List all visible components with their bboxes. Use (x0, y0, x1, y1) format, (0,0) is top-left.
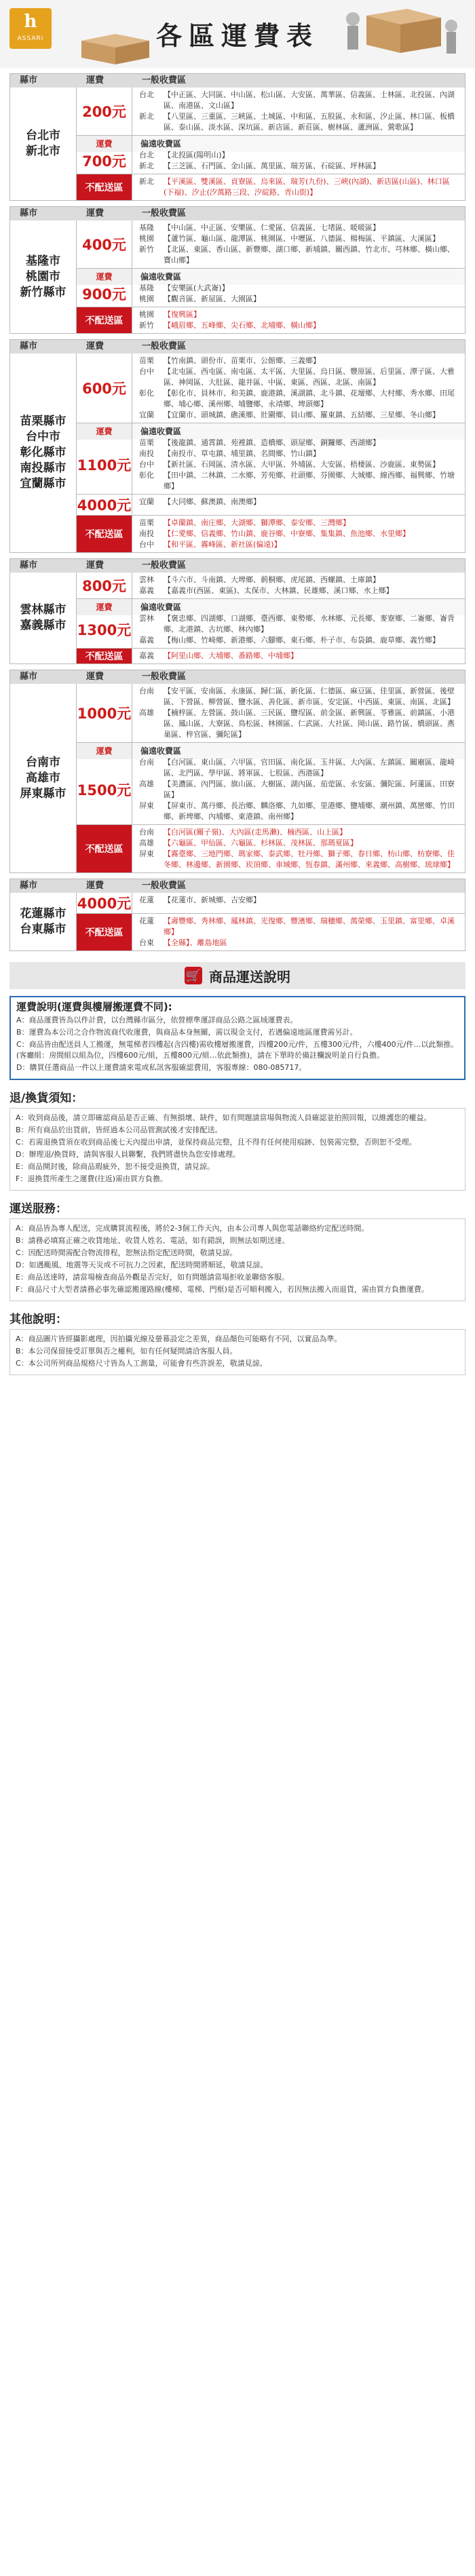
area-city: 新竹 (139, 321, 154, 330)
county-header: 縣市 (20, 672, 38, 682)
fee-header: 運費 (86, 672, 104, 682)
info-item: A：商品圖片皆經攝影處理，因拍攝光線及螢幕設定之差異，商品顏色可能略有不同，以實品為準。 (16, 1334, 342, 1343)
area-districts: 【平溪區、雙溪區、貢寮區、烏來區、瑞芳(九份)、三峽(內湖)、新店區(山區)、林口區(下福)、汐止(汐萬路三段、汐碇路、青山街)】 (164, 177, 450, 197)
sub-fee-header: 運費 (77, 269, 132, 285)
info-item: D：辦理退/換貨時，請與客服人員聯繫，我們將盡快為您安排處理。 (16, 1150, 241, 1159)
info-item: D：如遇颱風、地震等天災或不可抗力之因素，配送時間將順延，敬請見諒。 (16, 1261, 268, 1269)
sub-fee-header: 運費 (77, 599, 132, 615)
no-delivery-row (77, 174, 465, 200)
page-title: 各區運費表 (155, 21, 319, 51)
region-table (10, 670, 466, 873)
cart-icon: 🛒 (185, 967, 202, 984)
region-tables (0, 73, 475, 951)
area-list (132, 353, 465, 423)
area-city: 台中 (139, 540, 154, 549)
sub-fee-header: 運費 (77, 423, 132, 440)
fee-row (77, 755, 465, 825)
area-districts: 【白河區、東山區、六甲區、官田區、南化區、玉井區、大內區、左鎮區、關廟區、龍崎區、北門區、學甲區、將軍區、七股區、西港區】 (164, 758, 455, 777)
area-districts: 【花蓮市、新城鄉、吉安鄉】 (164, 896, 261, 904)
area-list (132, 174, 465, 200)
logo-mark: h (24, 12, 37, 32)
fee-row (77, 573, 465, 599)
area-districts: 【田中鎮、二林鎮、二水鄉、芳苑鄉、社頭鄉、芬園鄉、大城鄉、線西鄉、福興鄉、竹塘鄉】 (164, 471, 455, 491)
area-districts: 【楠梓區、左營區、鼓山區、三民區、鹽埕區、前金區、新興區、苓雅區、前鎮區、小港區、鳳山區、大寮區、鳥松區、林園區、仁武區、大社區、岡山區、路竹區、橋頭區、燕巢區、梓官區、彌陀區】 (164, 708, 455, 739)
zone-header: 一般收費區 (142, 560, 187, 571)
area-districts: 【褒忠鄉、四湖鄉、口湖鄉、臺西鄉、東勢鄉、水林鄉、元長鄉、麥寮鄉、二崙鄉、崙背鄉、北港鎮、古坑鄉、林內鄉】 (164, 614, 455, 634)
fee-amount: 1500元 (77, 755, 132, 824)
area-line (139, 801, 459, 822)
area-city: 高雄 (139, 780, 154, 788)
remote-zone-subheader (77, 136, 465, 148)
area-line (139, 90, 459, 111)
fee-amount: 200元 (77, 88, 132, 135)
area-districts: 【南投市、草屯鎮、埔里鎮、名間鄉、竹山鎮】 (164, 449, 320, 458)
region-table (10, 73, 466, 201)
area-line (139, 895, 459, 906)
area-list (132, 914, 465, 950)
no-delivery-badge: 不配送區 (77, 649, 132, 664)
zone-header: 一般收費區 (142, 75, 187, 85)
fee-row (77, 281, 465, 307)
region-header (10, 207, 465, 220)
area-line (139, 438, 459, 448)
area-line (139, 244, 459, 266)
area-line (139, 410, 459, 421)
fee-row (77, 436, 465, 495)
fee-amount: 900元 (77, 281, 132, 307)
area-city: 屏東 (139, 801, 154, 810)
region-header (10, 74, 465, 88)
area-districts: 【美濃區、內門區、旗山區、大樹區、湖內區、茄萣區、永安區、彌陀區、阿蓮區、田寮區】 (164, 780, 455, 799)
area-line (139, 233, 459, 244)
info-item: F：退換貨所產生之運費(往返)需由買方負擔。 (16, 1174, 168, 1183)
area-line (139, 309, 459, 320)
no-delivery-row (77, 914, 465, 950)
area-list (132, 684, 465, 742)
fee-amount: 600元 (77, 353, 132, 423)
area-line (139, 388, 459, 410)
no-delivery-row (77, 825, 465, 872)
region-header (10, 340, 465, 353)
area-line (139, 539, 459, 550)
fee-row (77, 148, 465, 174)
info-item: B：所有商品於出貨前，皆經過本公司品管測試後才安排配送。 (16, 1126, 223, 1134)
area-districts: 【安平區、安南區、永康區、歸仁區、新化區、仁德區、麻豆區、佳里區、新營區、後壁區、下營區、柳營區、鹽水區、善化區、新市區、安定區、中西區、東區、南區、北區】 (164, 687, 455, 706)
area-districts: 【壽豐鄉、秀林鄉、鳳林鎮、光復鄉、豐濱鄉、瑞穗鄉、萬榮鄉、玉里鎮、富里鄉、卓溪鄉】 (164, 917, 455, 936)
area-districts: 【六龜區、甲仙區、六龜區、杉林區、茂林區、那瑪夏區】 (164, 839, 358, 847)
info-item: A：商品運費皆為以件計費，以台灣縣市區分，依營標準運詳商品公路之區域運費表。 (16, 1016, 298, 1024)
section-title: 商品運送說明 (209, 968, 290, 985)
zone-header: 一般收費區 (142, 881, 187, 891)
area-line (139, 827, 459, 838)
sub-zone-header: 偏遠收費區 (132, 599, 465, 615)
area-city: 彰化 (139, 389, 154, 398)
product-description-header (10, 962, 466, 989)
area-line (139, 779, 459, 801)
fee-row (77, 684, 465, 743)
area-city: 台中 (139, 460, 154, 469)
area-districts: 【峨眉鄉、五峰鄉、尖石鄉、北埔鄉、橫山鄉】 (164, 321, 320, 330)
region-table (10, 206, 466, 334)
area-line (139, 294, 459, 305)
region-county-label: 苗栗縣市 台中市 彰化縣市 南投縣市 宜蘭縣市 (10, 353, 77, 552)
area-city: 苗栗 (139, 518, 154, 527)
area-districts: 【安樂區(大武崙)】 (164, 284, 229, 292)
area-line (139, 635, 459, 646)
info-item: E：商品送達時，請當場檢查商品外觀是否完好，如有問題請當場拒收並聯絡客服。 (16, 1273, 289, 1282)
fee-row (77, 893, 465, 914)
area-line (139, 176, 459, 198)
area-districts: 【觀音區、新屋區、大園區】 (164, 294, 261, 303)
area-city: 新北 (139, 177, 154, 186)
area-districts: 【卓蘭鎮、南庄鄉、大湖鄉、獅潭鄉、泰安鄉、三灣鄉】 (164, 518, 350, 527)
shipping-fee-box (10, 996, 466, 1080)
footer-space (0, 1375, 475, 1389)
area-line (139, 708, 459, 740)
other-box (10, 1329, 466, 1375)
area-city: 台東 (139, 938, 154, 947)
area-city: 雲林 (139, 614, 154, 623)
remote-zone-subheader (77, 599, 465, 611)
area-line (139, 366, 459, 388)
area-districts: 【霧臺鄉、三地門鄉、瑪家鄉、泰武鄉、牡丹鄉、獅子鄉、春日鄉、枋山鄉、枋寮鄉、佳冬鄉、林邊鄉、新園鄉、崁頂鄉、車城鄉、恆春鎮、滿州鄉、來義鄉、高樹鄉、琉球鄉】 (164, 849, 455, 869)
county-header: 縣市 (20, 560, 38, 571)
area-districts: 【和平區、霧峰區、新社區(偏遠)】 (164, 540, 282, 549)
fee-header: 運費 (86, 560, 104, 571)
area-city: 台北 (139, 151, 154, 159)
area-list (132, 436, 465, 494)
area-districts: 【蘆竹區、龜山區、龍潭區、桃園區、中壢區、八德區、楊梅區、平鎮區、大溪區】 (164, 234, 440, 243)
region-county-label: 基隆市 桃園市 新竹縣市 (10, 220, 77, 333)
no-delivery-badge: 不配送區 (77, 825, 132, 872)
area-list (132, 755, 465, 824)
area-districts: 【宜蘭市、頭城鎮、礁溪鄉、壯圍鄉、員山鄉、羅東鎮、五結鄉、三星鄉、冬山鄉】 (164, 410, 440, 419)
area-city: 新北 (139, 161, 154, 170)
shipping-fee-title: 運費說明(運費與樓層搬運費不同): (16, 1001, 172, 1013)
area-list (132, 307, 465, 333)
region-table (10, 558, 466, 664)
area-line (139, 613, 459, 635)
return-box (10, 1108, 466, 1191)
delivery-title: 運送服務： (10, 1202, 67, 1216)
area-line (139, 111, 459, 133)
info-item: F：商品尺寸大型者請務必事先確認搬運路線(樓梯、電梯、門框)是否可順利搬入，若因無法搬入而退貨，需由買方負擔運費。 (16, 1285, 429, 1294)
logo-text: ASSARI (17, 35, 44, 42)
area-line (139, 518, 459, 528)
area-line (139, 150, 459, 161)
area-city: 新竹 (139, 245, 154, 254)
area-districts: 【屏東市、萬丹鄉、長治鄉、麟洛鄉、九如鄉、里港鄉、鹽埔鄉、潮州鎮、萬巒鄉、竹田鄉、新埤鄉、內埔鄉、東港鎮、南州鄉】 (164, 801, 455, 821)
region-county-label: 雲林縣市 嘉義縣市 (10, 573, 77, 664)
area-line (139, 448, 459, 459)
area-city: 苗栗 (139, 438, 154, 447)
area-districts: 【斗六市、斗南鎮、大埤鄉、莿桐鄉、虎尾鎮、西螺鎮、土庫鎮】 (164, 575, 380, 584)
area-city: 南投 (139, 529, 154, 538)
fee-amount: 700元 (77, 148, 132, 174)
region-county-label: 台南市 高雄市 屏東縣市 (10, 684, 77, 872)
area-line (139, 470, 459, 492)
area-list (132, 893, 465, 913)
no-delivery-row (77, 307, 465, 333)
info-item: C：本公司所列商品規格尺寸皆為人工測量，可能會有些許誤差，敬請見諒。 (16, 1359, 267, 1368)
area-districts: 【大同鄉、蘇澳鎮、南澳鄉】 (164, 497, 261, 506)
area-list (132, 281, 465, 307)
area-line (139, 459, 459, 470)
area-city: 台南 (139, 758, 154, 767)
fee-row (77, 88, 465, 136)
area-list (132, 220, 465, 268)
shipping-fee-list (16, 1015, 459, 1073)
area-districts: 【梅山鄉、竹崎鄉、新港鄉、六腳鄉、東石鄉、朴子市、布袋鎮、鹿草鄉、義竹鄉】 (164, 636, 440, 645)
area-districts: 【阿里山鄉、大埔鄉、番路鄉、中埔鄉】 (164, 651, 298, 660)
region-table (10, 879, 466, 951)
area-city: 苗栗 (139, 356, 154, 365)
area-list (132, 573, 465, 598)
county-header: 縣市 (20, 75, 38, 85)
area-districts: 【後龍鎮、通霄鎮、苑裡鎮、造橋鄉、頭屋鄉、銅鑼鄉、西湖鄉】 (164, 438, 380, 447)
fee-amount: 400元 (77, 220, 132, 268)
sub-zone-header: 偏遠收費區 (132, 743, 465, 759)
no-delivery-row (77, 516, 465, 552)
area-districts: 【中正區、大同區、中山區、松山區、大安區、萬華區、信義區、士林區、北投區、內湖區、南港區、文山區】 (164, 90, 455, 110)
area-districts: 【彰化市、員林市、和美鎮、鹿港鎮、溪湖鎮、北斗鎮、花壇鄉、大村鄉、秀水鄉、田尾鄉、埔心鄉、溪州鄉、埔鹽鄉、永靖鄉、埤頭鄉】 (164, 389, 455, 408)
area-line (139, 355, 459, 366)
area-city: 桃園 (139, 294, 154, 303)
area-districts: 【仁愛鄉、信義鄉、竹山鎮、鹿谷鄉、中寮鄉、集集鎮、魚池鄉、水里鄉】 (164, 529, 410, 538)
region-table (10, 339, 466, 553)
area-city: 南投 (139, 449, 154, 458)
area-districts: 【復興區】 (164, 310, 201, 319)
area-city: 嘉義 (139, 586, 154, 595)
remote-zone-subheader (77, 423, 465, 436)
area-line (139, 497, 459, 507)
region-county-label: 台北市 新北市 (10, 88, 77, 200)
sub-fee-header: 運費 (77, 136, 132, 152)
delivery-box (10, 1218, 466, 1301)
area-districts: 【北投區(陽明山)】 (164, 151, 229, 159)
area-line (139, 849, 459, 870)
other-title: 其他說明： (10, 1313, 67, 1326)
no-delivery-row (77, 649, 465, 664)
info-item: E：商品開封後，除商品瑕疵外，恕不接受退換貨，請見諒。 (16, 1162, 214, 1171)
no-delivery-badge: 不配送區 (77, 307, 132, 333)
sub-zone-header: 偏遠收費區 (132, 269, 465, 285)
area-districts: 【三芝區、石門區、金山區、萬里區、瑞芳區、石碇區、坪林區】 (164, 161, 380, 170)
area-city: 高雄 (139, 839, 154, 847)
fee-amount: 1300元 (77, 611, 132, 648)
area-city: 台北 (139, 90, 154, 99)
info-item: B：請務必填寫正確之收貨地址、收貨人姓名、電話，如有錯誤，則無法如期送達。 (16, 1236, 290, 1245)
info-item: A：商品皆為專人配送，完成購買流程後，將於2-3個工作天內，由本公司專人與您電話聯絡約定配送時間。 (16, 1224, 369, 1233)
area-city: 雲林 (139, 575, 154, 584)
area-line (139, 320, 459, 331)
area-line (139, 283, 459, 294)
region-header (10, 559, 465, 573)
zone-header: 一般收費區 (142, 341, 187, 351)
no-delivery-badge: 不配送區 (77, 914, 132, 950)
area-districts: 【白河區(關子嶺)、大內區(走馬瀨)、楠西區、山上區】 (164, 828, 347, 837)
area-districts: 【北區、東區、香山區、新豐鄉、湖口鄉、新埔鎮、關西鎮、竹北市、芎林鄉、橫山鄉、寶山鄉】 (164, 245, 455, 265)
area-districts: 【全縣】、離島地區 (164, 938, 227, 947)
fee-header: 運費 (86, 341, 104, 351)
info-item: A：收到商品後，請立即確認商品是否正確、有無損壞、缺件，如有問題請當場與物流人員確認並拍照回報，以維護您的權益。 (16, 1113, 432, 1122)
fee-amount: 1000元 (77, 684, 132, 742)
fee-amount: 4000元 (77, 893, 132, 913)
area-list (132, 88, 465, 135)
sub-fee-header: 運費 (77, 743, 132, 759)
area-line (139, 757, 459, 779)
fee-header: 運費 (86, 75, 104, 85)
area-list (132, 148, 465, 174)
header-banner (0, 0, 475, 68)
area-list (132, 611, 465, 648)
sub-zone-header: 偏遠收費區 (132, 423, 465, 440)
fee-header: 運費 (86, 881, 104, 891)
area-city: 基隆 (139, 284, 154, 292)
county-header: 縣市 (20, 341, 38, 351)
return-title: 退/換貨須知： (10, 1092, 83, 1105)
area-line (139, 161, 459, 172)
county-header: 縣市 (20, 208, 38, 218)
area-list (132, 516, 465, 552)
area-line (139, 575, 459, 585)
fee-amount: 4000元 (77, 495, 132, 515)
area-line (139, 838, 459, 849)
area-city: 嘉義 (139, 636, 154, 645)
area-city: 台中 (139, 367, 154, 376)
no-delivery-badge: 不配送區 (77, 174, 132, 200)
area-districts: 【中山區、中正區、安樂區、仁愛區、信義區、七堵區、暖暖區】 (164, 223, 380, 232)
area-list (132, 649, 465, 664)
area-city: 新北 (139, 112, 154, 121)
info-item: D：購買任選商品一件以上運費請來電或私訊客服確認費用，客服專線：080-085717。 (16, 1063, 307, 1072)
area-list (132, 825, 465, 872)
area-line (139, 585, 459, 596)
area-districts: 【八里區、三重區、三峽區、土城區、中和區、五股區、永和區、汐止區、林口區、板橋區、泰山區、淡水區、深坑區、新店區、新莊區、樹林區、蘆洲區、鶯歌區】 (164, 112, 455, 132)
fee-row (77, 220, 465, 269)
zone-header: 一般收費區 (142, 672, 187, 682)
area-list (132, 495, 465, 515)
no-delivery-badge: 不配送區 (77, 516, 132, 552)
region-county-label: 花蓮縣市 台東縣市 (10, 893, 77, 950)
fee-amount: 800元 (77, 573, 132, 598)
info-item: C：因配送時間需配合物流排程，恕無法指定配送時間，敬請見諒。 (16, 1248, 238, 1257)
region-header (10, 879, 465, 893)
zone-header: 一般收費區 (142, 208, 187, 218)
area-districts: 【嘉義市(西區、東區)、太保市、大林鎮、民雄鄉、溪口鄉、水上鄉】 (164, 586, 394, 595)
fee-amount: 1100元 (77, 436, 132, 494)
fee-row (77, 611, 465, 649)
area-districts: 【新社區、石岡區、清水區、大甲區、外埔區、大安區、梧棲區、沙鹿區、東勢區】 (164, 460, 440, 469)
county-header: 縣市 (20, 881, 38, 891)
area-city: 花蓮 (139, 917, 154, 925)
area-city: 基隆 (139, 223, 154, 232)
area-city: 宜蘭 (139, 410, 154, 419)
area-line (139, 686, 459, 708)
area-city: 彰化 (139, 471, 154, 480)
info-item: B：本公司保留接受訂單與否之權利，如有任何疑問請洽客服人員。 (16, 1347, 238, 1356)
area-line (139, 916, 459, 938)
area-city: 宜蘭 (139, 497, 154, 506)
fee-header: 運費 (86, 208, 104, 218)
area-line (139, 938, 459, 948)
area-districts: 【竹南鎮、頭份市、苗栗市、公館鄉、三義鄉】 (164, 356, 320, 365)
area-districts: 【北屯區、西屯區、南屯區、太平區、大里區、烏日區、豐原區、后里區、潭子區、大雅區、神岡區、大肚區、龍井區、中區、東區、西區、北區、南區】 (164, 367, 455, 387)
info-item: C：若需退換貨須在收到商品後七天內提出申請，並保持商品完整，且不得有任何使用痕跡、包裝需完整，否則恕不受理。 (16, 1138, 417, 1147)
region-header (10, 670, 465, 684)
area-city: 嘉義 (139, 651, 154, 660)
area-city: 高雄 (139, 708, 154, 717)
area-line (139, 528, 459, 539)
info-item: C：商品皆由配送員人工搬運，無電梯者四樓起(含四樓)需收樓層搬運費，四樓200元/件，五樓300元/件，六樓400元/件…以此類推。(客廳組：房間組以組為位，四樓600元/組，五樓800元/組…依此類推)，請在下單時於備註欄說明並自行負擔。 (16, 1040, 459, 1060)
area-line (139, 223, 459, 233)
area-city: 屏東 (139, 849, 154, 858)
area-line (139, 651, 459, 661)
fee-row (77, 353, 465, 423)
area-city: 台南 (139, 687, 154, 695)
area-city: 桃園 (139, 310, 154, 319)
fee-row (77, 495, 465, 516)
area-city: 台南 (139, 828, 154, 837)
remote-zone-subheader (77, 269, 465, 281)
sub-zone-header: 偏遠收費區 (132, 136, 465, 152)
mover-illustration-icon (305, 5, 461, 66)
info-item: B：運費為本公司之合作物流商代收運費，與商品本身無關，需以現金支付，若遇偏遠地區運費需另計。 (16, 1028, 358, 1037)
remote-zone-subheader (77, 743, 465, 755)
area-city: 花蓮 (139, 896, 154, 904)
area-city: 桃園 (139, 234, 154, 243)
